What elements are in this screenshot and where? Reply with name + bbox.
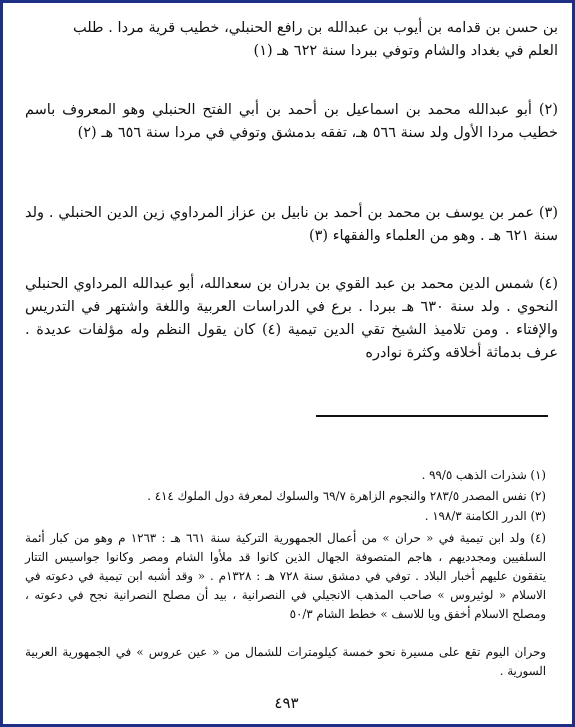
body-paragraph-2: (٢) أبو عبدالله محمد بن اسماعيل بن أحمد بن أبي الفتح الحنبلي وهو المعروف باسم خطيب مردا الأول ولد سنة ٥٦٦ هـ، تفقه بدمشق وتوفي في مردا سنة ٦٥٦ هـ (٢): [25, 102, 558, 141]
footnote-4-continuation: وحران اليوم تقع على مسيرة نحو خمسة كيلومترات للشمال من « عين عروس » في الجمهورية العربية السورية .: [25, 645, 546, 678]
footnote-2: (٢) نفس المصدر ٢٨٣/٥ والنجوم الزاهرة ٦٩/٧ والسلوك لمعرفة دول الملوك ٤١٤ .: [147, 489, 546, 503]
document-page: [15, 9, 558, 718]
footnote-4: (٤) ولد ابن تيمية في « حران » من أعمال الجمهورية التركية سنة ٦٦١ هـ : ١٢٦٣ م وهو من كبار أئمة السلفيين ومجدديهم ، هاجم المتصوفة الجهال الذين كانوا قد ملأوا الشام ومصر وكانوا جواسيس التتار يتفقون عليهم أخبار البلاد . توفي في دمشق سنة ٧٢٨ هـ : ١٣٢٨م . « وقد أشبه ابن تيمية في دعوته في الاسلام « لوثيروس » صاحب المذهب الانجيلي في النصرانية ، بيد أن مصلح النصرانية نجح في دعوته ، ومصلح الاسلام أخفق ويا للاسف » خطط الشام ٥٠/٣: [25, 531, 546, 621]
body-paragraph-4: (٤) شمس الدين محمد بن عبد القوي بن بدران بن سعدالله، أبو عبدالله المرداوي الحنبلي النحوي . ولد سنة ٦٣٠ هـ ببردا . برع في الدراسات العربية واللغة واشتهر في التدريس والإفتاء . ومن تلاميذ الشيخ تقي الدين تيمية (٤) كان يقول النظم وله مؤلفات عديدة . عرف بدماثة أخلاقه وكثرة نوادره: [25, 276, 558, 361]
footnote-3: (٣) الدرر الكامنة ١٩٨/٣ .: [424, 509, 546, 523]
footnote-1: (١) شذرات الذهب ٩٩/٥ .: [421, 468, 546, 482]
footnote-separator: [316, 415, 548, 417]
page-number: ٤٩٣: [274, 694, 299, 712]
body-paragraph-1: بن حسن بن قدامه بن أيوب بن عبدالله بن رافع الحنبلي، خطيب قرية مردا . طلب العلم في بغداد والشام وتوفي ببردا سنة ٦٢٢ هـ (١): [73, 20, 558, 59]
body-paragraph-3: (٣) عمر بن يوسف بن محمد بن أحمد بن نابيل بن عزاز المرداوي زين الدين الحنبلي . ولد سنة ٦٢١ هـ . وهو من العلماء والفقهاء (٣): [25, 205, 558, 244]
